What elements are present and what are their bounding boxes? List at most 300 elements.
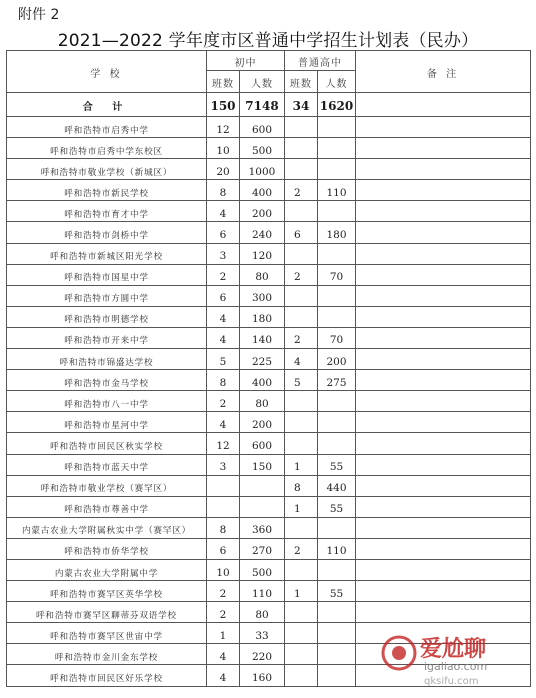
senior-classes-cell xyxy=(285,623,318,644)
attachment-label: 附件 2 xyxy=(18,7,60,23)
junior-classes: 4 xyxy=(219,207,227,220)
senior-people-cell xyxy=(318,538,356,559)
table-row xyxy=(7,327,531,348)
school-name-cell xyxy=(7,538,207,559)
senior-classes-cell xyxy=(285,349,318,370)
senior-classes-cell xyxy=(285,138,318,159)
school-name-cell xyxy=(7,138,207,159)
school-name: 呼和浩特市方圆中学 xyxy=(64,294,149,305)
school-name-cell xyxy=(7,117,207,138)
junior-classes: 1 xyxy=(219,629,227,642)
totals-senior-people-value: 1620 xyxy=(319,99,354,113)
junior-people: 270 xyxy=(251,545,273,558)
table-row xyxy=(7,391,531,412)
junior-people: 500 xyxy=(251,566,273,579)
senior-people-cell xyxy=(318,433,356,454)
school-name-cell xyxy=(7,496,207,517)
school-name-cell xyxy=(7,581,207,602)
senior-classes-cell xyxy=(285,581,318,602)
school-name: 呼和浩特市赛罕区聊蒂芬双语学校 xyxy=(36,610,177,621)
senior-people: 55 xyxy=(329,587,344,600)
senior-classes: 8 xyxy=(294,482,301,495)
junior-people-cell xyxy=(240,159,285,180)
junior-people-cell xyxy=(240,538,285,559)
junior-people-cell xyxy=(240,391,285,412)
school-name: 呼和浩特市启秀中学东校区 xyxy=(50,146,163,157)
junior-classes: 5 xyxy=(219,355,227,368)
junior-classes: 6 xyxy=(219,545,227,558)
school-name-cell xyxy=(7,602,207,623)
header-senior-people-label: 人数 xyxy=(325,79,348,90)
senior-people-cell xyxy=(318,602,356,623)
senior-people-cell xyxy=(318,370,356,391)
junior-people: 300 xyxy=(251,292,273,305)
junior-classes: 8 xyxy=(219,186,227,199)
school-name: 呼和浩特市金马学校 xyxy=(64,378,149,389)
junior-classes-cell xyxy=(207,623,240,644)
totals-label: 合 计 xyxy=(82,102,131,113)
senior-classes-cell xyxy=(285,285,318,306)
junior-classes-cell xyxy=(207,391,240,412)
junior-classes: 8 xyxy=(219,376,227,389)
school-name: 呼和浩特市蓝天中学 xyxy=(64,463,149,474)
senior-people-cell xyxy=(318,138,356,159)
junior-people-cell xyxy=(240,349,285,370)
header-junior-classes-label: 班数 xyxy=(212,79,234,90)
junior-people-cell xyxy=(240,475,285,496)
junior-classes: 4 xyxy=(219,650,227,663)
note-cell xyxy=(356,349,531,370)
senior-classes: 2 xyxy=(294,545,301,558)
table-row xyxy=(7,665,531,686)
senior-classes-cell xyxy=(285,243,318,264)
totals-senior-classes-value: 34 xyxy=(292,99,310,113)
table-row xyxy=(7,370,531,391)
senior-classes-cell xyxy=(285,559,318,580)
junior-people: 200 xyxy=(251,418,273,431)
note-cell xyxy=(356,517,531,538)
junior-people-cell xyxy=(240,559,285,580)
table-row xyxy=(7,433,531,454)
senior-classes: 6 xyxy=(294,229,301,242)
table-row xyxy=(7,602,531,623)
junior-classes-cell xyxy=(207,370,240,391)
junior-classes: 12 xyxy=(216,123,230,136)
junior-people-cell xyxy=(240,370,285,391)
table-row xyxy=(7,159,531,180)
senior-classes-cell xyxy=(285,517,318,538)
junior-people: 400 xyxy=(251,186,273,199)
school-name: 呼和浩特市侨华学校 xyxy=(64,547,149,558)
senior-people-cell xyxy=(318,180,356,201)
junior-classes: 3 xyxy=(219,461,227,474)
senior-people: 70 xyxy=(329,271,344,284)
school-name: 呼和浩特市尊善中学 xyxy=(64,505,149,516)
senior-classes-cell xyxy=(285,644,318,665)
note-cell xyxy=(356,306,531,327)
junior-people: 240 xyxy=(251,229,273,242)
senior-classes-cell xyxy=(285,454,318,475)
senior-people: 55 xyxy=(329,503,344,516)
junior-classes-cell xyxy=(207,327,240,348)
junior-people-cell xyxy=(240,623,285,644)
senior-classes-cell xyxy=(285,475,318,496)
note-cell xyxy=(356,496,531,517)
junior-people-cell xyxy=(240,117,285,138)
note-cell xyxy=(356,581,531,602)
senior-classes-cell xyxy=(285,538,318,559)
totals-junior-people-value: 7148 xyxy=(245,99,279,113)
senior-classes: 1 xyxy=(294,587,301,600)
school-name: 呼和浩特市八一中学 xyxy=(64,399,149,410)
school-name-cell xyxy=(7,201,207,222)
header-senior-classes xyxy=(285,71,318,93)
senior-classes-cell xyxy=(285,201,318,222)
school-name: 呼和浩特市新民学校 xyxy=(64,188,149,199)
table-row xyxy=(7,306,531,327)
note-cell xyxy=(356,665,531,686)
junior-classes-cell xyxy=(207,159,240,180)
junior-people-cell xyxy=(240,496,285,517)
school-name: 呼和浩特市敬业学校（赛罕区） xyxy=(40,484,173,495)
junior-people-cell xyxy=(240,264,285,285)
senior-classes-cell xyxy=(285,370,318,391)
junior-classes-cell xyxy=(207,517,240,538)
school-name-cell xyxy=(7,475,207,496)
totals-junior-classes xyxy=(207,93,240,117)
note-cell xyxy=(356,138,531,159)
junior-people: 80 xyxy=(255,397,269,410)
junior-people-cell xyxy=(240,285,285,306)
senior-people-cell xyxy=(318,623,356,644)
junior-classes: 3 xyxy=(219,250,227,263)
school-name-cell xyxy=(7,665,207,686)
school-name-cell xyxy=(7,285,207,306)
totals-junior-people xyxy=(240,93,285,117)
header-row-1 xyxy=(7,51,531,71)
page-title: 2021—2022 学年度市区普通中学招生计划表（民办） xyxy=(57,31,479,51)
junior-people-cell xyxy=(240,644,285,665)
senior-classes-cell xyxy=(285,391,318,412)
school-name: 呼和浩特市金川金东学校 xyxy=(54,652,159,663)
school-name-cell xyxy=(7,644,207,665)
school-name: 呼和浩特市国星中学 xyxy=(64,273,149,284)
note-cell xyxy=(356,475,531,496)
junior-people-cell xyxy=(240,602,285,623)
school-name: 呼和浩特市敬业学校（新城区） xyxy=(40,167,173,178)
junior-people: 1000 xyxy=(248,165,276,178)
school-name-cell xyxy=(7,264,207,285)
note-cell xyxy=(356,391,531,412)
note-cell xyxy=(356,201,531,222)
junior-people: 160 xyxy=(251,671,273,684)
junior-people-cell xyxy=(240,306,285,327)
school-name: 呼和浩特市回民区秋实学校 xyxy=(50,441,163,452)
header-junior-people-label: 人数 xyxy=(251,79,273,90)
table-row xyxy=(7,138,531,159)
junior-classes: 4 xyxy=(219,313,227,326)
senior-people-cell xyxy=(318,222,356,243)
senior-people-cell xyxy=(318,327,356,348)
table-row xyxy=(7,475,531,496)
senior-classes: 2 xyxy=(294,334,301,347)
senior-people: 55 xyxy=(329,461,344,474)
senior-classes-cell xyxy=(285,412,318,433)
senior-classes-cell xyxy=(285,327,318,348)
junior-classes: 4 xyxy=(219,671,227,684)
senior-classes-cell xyxy=(285,306,318,327)
school-name: 呼和浩特市赛罕区世宙中学 xyxy=(50,631,163,642)
junior-people: 360 xyxy=(251,524,273,537)
senior-people: 110 xyxy=(326,186,347,199)
junior-people: 500 xyxy=(251,144,273,157)
table-row xyxy=(7,180,531,201)
school-name-cell xyxy=(7,559,207,580)
junior-classes: 2 xyxy=(219,271,227,284)
school-name: 呼和浩特市锦盛达学校 xyxy=(59,357,154,368)
junior-people-cell xyxy=(240,433,285,454)
senior-classes: 2 xyxy=(294,186,301,199)
watermark-url-secondary: qksifu.com xyxy=(424,676,479,687)
school-name-cell xyxy=(7,349,207,370)
school-name-cell xyxy=(7,412,207,433)
header-senior-classes-label: 班数 xyxy=(290,79,312,90)
note-cell xyxy=(356,264,531,285)
school-name: 内蒙古农业大学附属秋实中学（赛罕区） xyxy=(21,526,192,537)
senior-people-cell xyxy=(318,264,356,285)
junior-classes-cell xyxy=(207,602,240,623)
junior-classes-cell xyxy=(207,581,240,602)
note-cell xyxy=(356,370,531,391)
junior-classes: 20 xyxy=(216,165,230,178)
header-senior-label: 普通高中 xyxy=(298,58,342,69)
table-row xyxy=(7,644,531,665)
school-name-cell xyxy=(7,623,207,644)
school-name: 呼和浩特市星河中学 xyxy=(64,420,149,431)
senior-people: 440 xyxy=(326,482,347,495)
school-name: 呼和浩特市新城区阳光学校 xyxy=(50,252,163,263)
junior-classes: 8 xyxy=(219,524,227,537)
school-name: 呼和浩特市育才中学 xyxy=(64,209,149,220)
school-name-cell xyxy=(7,433,207,454)
table-row xyxy=(7,117,531,138)
junior-people: 180 xyxy=(251,313,273,326)
header-junior xyxy=(207,51,285,71)
junior-classes: 2 xyxy=(219,397,227,410)
junior-people: 80 xyxy=(255,608,269,621)
school-name-cell xyxy=(7,370,207,391)
senior-classes-cell xyxy=(285,665,318,686)
table-row xyxy=(7,243,531,264)
senior-people-cell xyxy=(318,306,356,327)
senior-people: 200 xyxy=(326,355,347,368)
school-name: 呼和浩特市开来中学 xyxy=(64,336,149,347)
junior-people-cell xyxy=(240,581,285,602)
table-row xyxy=(7,349,531,370)
junior-classes-cell xyxy=(207,117,240,138)
junior-people: 220 xyxy=(251,650,273,663)
senior-people-cell xyxy=(318,581,356,602)
senior-people-cell xyxy=(318,517,356,538)
junior-classes-cell xyxy=(207,180,240,201)
junior-classes-cell xyxy=(207,285,240,306)
note-cell xyxy=(356,222,531,243)
junior-people: 200 xyxy=(251,207,273,220)
junior-classes-cell xyxy=(207,264,240,285)
school-name: 呼和浩特市赛罕区英华学校 xyxy=(50,589,163,600)
junior-people: 225 xyxy=(251,355,273,368)
note-cell xyxy=(356,117,531,138)
note-cell xyxy=(356,180,531,201)
header-senior-people xyxy=(318,71,356,93)
senior-people-cell xyxy=(318,475,356,496)
senior-people: 180 xyxy=(326,229,347,242)
note-cell xyxy=(356,243,531,264)
note-cell xyxy=(356,433,531,454)
table-row xyxy=(7,581,531,602)
header-senior xyxy=(285,51,356,71)
table-row xyxy=(7,496,531,517)
junior-classes: 10 xyxy=(216,566,230,579)
junior-people: 80 xyxy=(255,271,269,284)
note-cell xyxy=(356,159,531,180)
junior-classes-cell xyxy=(207,201,240,222)
junior-classes-cell xyxy=(207,433,240,454)
enrollment-plan-table xyxy=(6,50,531,687)
junior-people-cell xyxy=(240,222,285,243)
header-junior-people xyxy=(240,71,285,93)
totals-junior-classes-value: 150 xyxy=(210,99,236,113)
header-note xyxy=(356,51,531,93)
table-row xyxy=(7,412,531,433)
senior-people-cell xyxy=(318,496,356,517)
totals-senior-classes xyxy=(285,93,318,117)
junior-classes-cell xyxy=(207,538,240,559)
senior-classes: 1 xyxy=(294,503,301,516)
senior-people-cell xyxy=(318,391,356,412)
junior-people-cell xyxy=(240,327,285,348)
senior-classes-cell xyxy=(285,264,318,285)
school-name: 呼和浩特市明德学校 xyxy=(64,315,149,326)
junior-people: 110 xyxy=(251,587,273,600)
school-name-cell xyxy=(7,306,207,327)
totals-label-cell xyxy=(7,93,207,117)
school-name-cell xyxy=(7,327,207,348)
junior-classes-cell xyxy=(207,475,240,496)
junior-classes: 2 xyxy=(219,608,227,621)
note-cell xyxy=(356,623,531,644)
school-name-cell xyxy=(7,222,207,243)
table-row xyxy=(7,538,531,559)
note-cell xyxy=(356,454,531,475)
school-name: 呼和浩特市回民区好乐学校 xyxy=(50,673,163,684)
totals-senior-people xyxy=(318,93,356,117)
junior-people-cell xyxy=(240,243,285,264)
totals-row xyxy=(7,93,531,117)
junior-people-cell xyxy=(240,517,285,538)
junior-classes-cell xyxy=(207,138,240,159)
junior-classes: 10 xyxy=(216,144,230,157)
table-row xyxy=(7,222,531,243)
senior-people: 275 xyxy=(326,376,347,389)
watermark-url: igaliao.com xyxy=(424,660,488,673)
senior-classes: 2 xyxy=(294,271,301,284)
watermark-brand: 爱尬聊 xyxy=(420,637,487,662)
senior-people-cell xyxy=(318,159,356,180)
note-cell xyxy=(356,602,531,623)
note-cell xyxy=(356,285,531,306)
senior-people: 110 xyxy=(326,545,347,558)
note-cell xyxy=(356,412,531,433)
table-row xyxy=(7,517,531,538)
senior-classes: 4 xyxy=(294,355,301,368)
school-name-cell xyxy=(7,243,207,264)
senior-classes-cell xyxy=(285,602,318,623)
junior-classes-cell xyxy=(207,454,240,475)
senior-people-cell xyxy=(318,285,356,306)
junior-classes-cell xyxy=(207,222,240,243)
senior-classes-cell xyxy=(285,180,318,201)
totals-note xyxy=(356,93,531,117)
junior-people-cell xyxy=(240,665,285,686)
header-note-label: 备 注 xyxy=(426,69,460,80)
senior-classes-cell xyxy=(285,222,318,243)
junior-people: 33 xyxy=(255,629,269,642)
senior-people-cell xyxy=(318,665,356,686)
junior-people: 120 xyxy=(251,250,273,263)
senior-classes: 5 xyxy=(294,376,301,389)
table-row xyxy=(7,285,531,306)
junior-people: 150 xyxy=(251,461,273,474)
header-junior-label: 初中 xyxy=(234,58,257,69)
senior-classes-cell xyxy=(285,433,318,454)
junior-classes-cell xyxy=(207,644,240,665)
junior-classes-cell xyxy=(207,559,240,580)
header-junior-classes xyxy=(207,71,240,93)
senior-people-cell xyxy=(318,559,356,580)
school-name-cell xyxy=(7,159,207,180)
junior-people: 600 xyxy=(251,439,273,452)
school-name-cell xyxy=(7,454,207,475)
junior-classes-cell xyxy=(207,412,240,433)
junior-classes: 6 xyxy=(219,229,227,242)
senior-classes: 1 xyxy=(294,461,301,474)
junior-classes: 4 xyxy=(219,418,227,431)
junior-people-cell xyxy=(240,180,285,201)
school-name: 呼和浩特市启秀中学 xyxy=(64,125,149,136)
note-cell xyxy=(356,644,531,665)
table-row xyxy=(7,454,531,475)
senior-people-cell xyxy=(318,644,356,665)
junior-classes-cell xyxy=(207,306,240,327)
junior-classes-cell xyxy=(207,243,240,264)
header-school xyxy=(7,51,207,93)
school-name: 内蒙古农业大学附属中学 xyxy=(54,568,159,579)
junior-classes: 2 xyxy=(219,587,227,600)
junior-people-cell xyxy=(240,201,285,222)
school-name-cell xyxy=(7,180,207,201)
junior-classes-cell xyxy=(207,665,240,686)
junior-people-cell xyxy=(240,138,285,159)
table-row xyxy=(7,559,531,580)
school-name-cell xyxy=(7,391,207,412)
senior-people-cell xyxy=(318,454,356,475)
junior-people-cell xyxy=(240,412,285,433)
table-row xyxy=(7,623,531,644)
note-cell xyxy=(356,327,531,348)
school-name: 呼和浩特市剑桥中学 xyxy=(64,231,149,242)
senior-classes-cell xyxy=(285,496,318,517)
